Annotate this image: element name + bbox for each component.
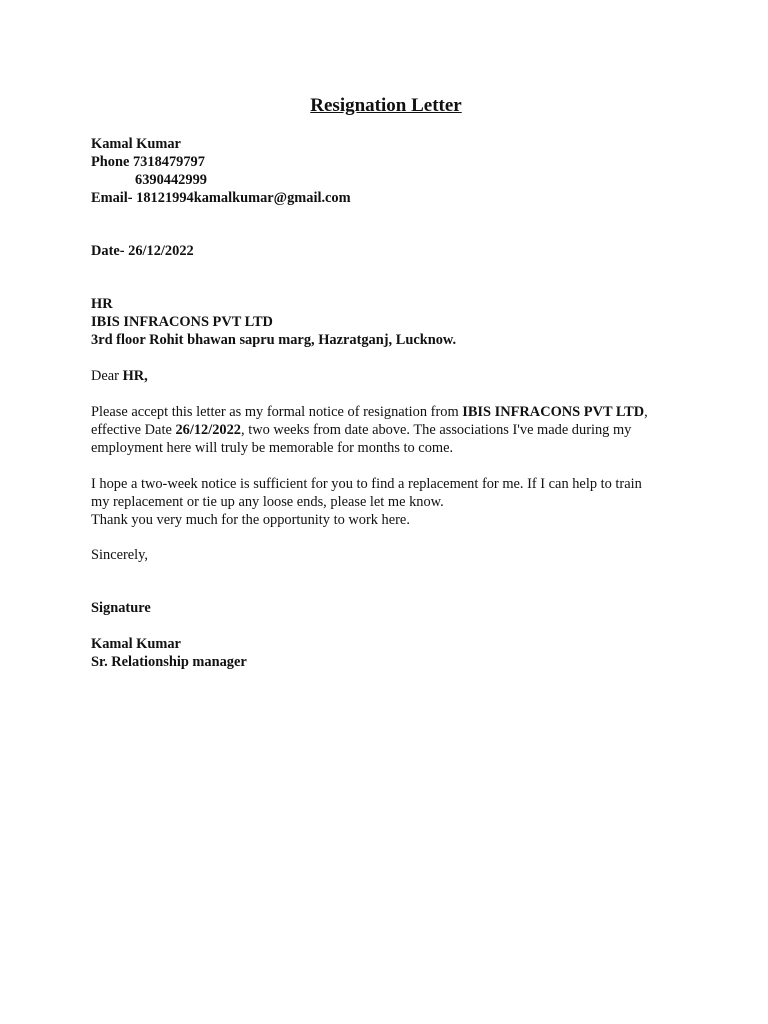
recipient-block: [91, 295, 691, 349]
letter-title: Resignation Letter: [310, 95, 462, 116]
letter-date: Date- 26/12/2022: [91, 243, 194, 259]
paragraph-1: [91, 403, 691, 457]
recipient-dept: HR: [91, 296, 113, 312]
closing-text: Sincerely,: [91, 547, 149, 563]
para1-text-c: ,: [644, 404, 648, 420]
salutation-name: HR,: [122, 368, 148, 384]
date-line: [91, 242, 691, 260]
para1-line-3: employment here will truly be memorable for months to come.: [91, 440, 454, 456]
salutation: [91, 367, 691, 385]
sender-block: [91, 135, 691, 207]
para2-line-2: my replacement or tie up any loose ends, please let me know.: [91, 494, 444, 510]
recipient-company: IBIS INFRACONS PVT LTD: [91, 314, 273, 330]
signer-role: Sr. Relationship manager: [91, 654, 247, 670]
sender-phone: Phone 7318479797: [91, 154, 205, 170]
sender-email: Email- 18121994kamalkumar@gmail.com: [91, 190, 351, 206]
para1-effective-label: effective Date: [91, 422, 176, 438]
paragraph-2: [91, 475, 691, 529]
signer-block: [91, 635, 691, 671]
para2-line-3: Thank you very much for the opportunity to work here.: [91, 512, 410, 528]
salutation-prefix: Dear: [91, 368, 123, 384]
para1-text-a: Please accept this letter as my formal notice of resignation from: [91, 404, 463, 420]
sender-name: Kamal Kumar: [91, 136, 181, 152]
closing: [91, 546, 691, 564]
signature-block: [91, 599, 691, 617]
sender-phone-alt: 6390442999: [135, 172, 207, 188]
para2-line-1: I hope a two-week notice is sufficient for you to find a replacement for me. If I can help to train: [91, 476, 642, 492]
signer-name: Kamal Kumar: [91, 636, 181, 652]
para1-company: IBIS INFRACONS PVT LTD: [462, 404, 645, 420]
signature-label: Signature: [91, 600, 151, 616]
recipient-address: 3rd floor Rohit bhawan sapru marg, Hazratganj, Lucknow.: [91, 332, 457, 348]
para1-text-d: , two weeks from date above. The associations I've made during my: [241, 422, 632, 438]
para1-effective-date: 26/12/2022: [175, 422, 241, 438]
